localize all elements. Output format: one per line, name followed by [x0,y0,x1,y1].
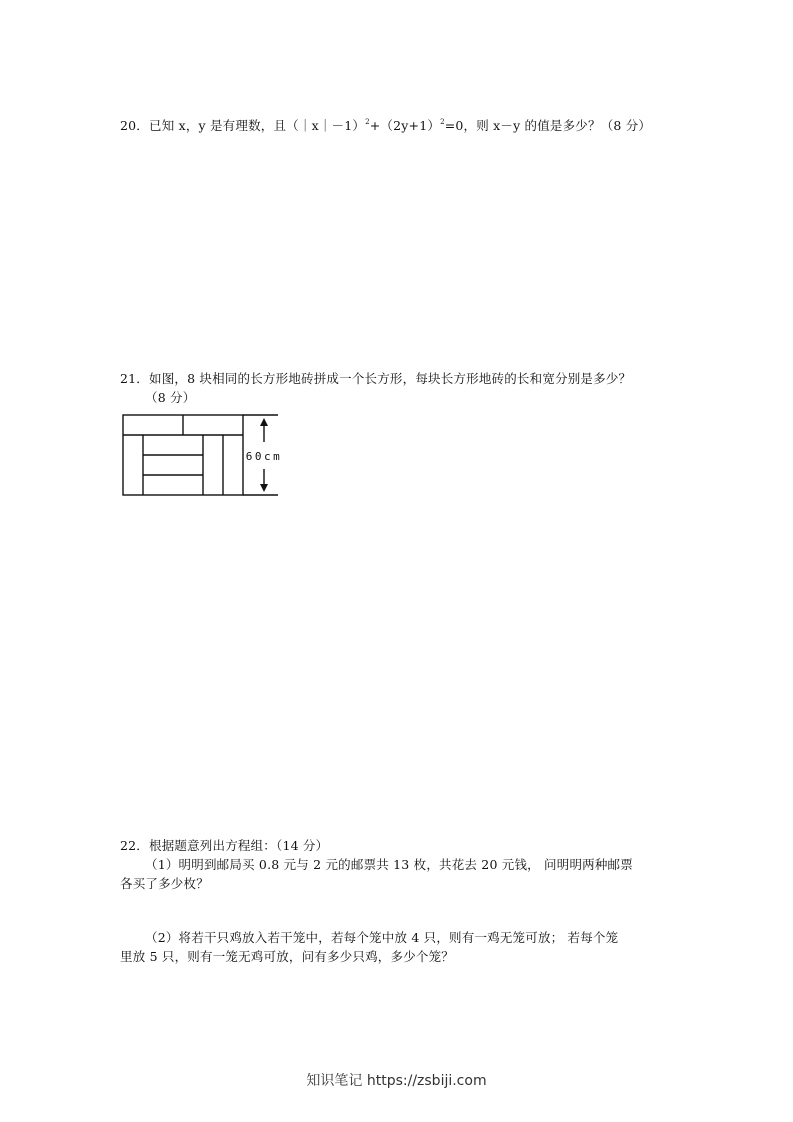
question-21-line-2: （8 分） [145,390,196,405]
footer-watermark: 知识笔记 https://zsbiji.com [306,1073,487,1089]
q20-prefix: 20．已知 x，y 是有理数，且（｜x｜－1） [120,118,366,133]
question-21-line-1: 21．如图，8 块相同的长方形地砖拼成一个长方形，每块长方形地砖的长和宽分别是多少？ [120,371,632,386]
tile-figure [118,408,288,500]
q20-suffix: =0，则 x－y 的值是多少？（8 分） [444,118,652,133]
q20-exponent-1: 2 [365,118,370,126]
question-22-part-1-line-1: （1）明明到邮局买 0.8 元与 2 元的邮票共 13 枚，共花去 20 元钱， 问明明两种邮票 [145,857,633,872]
dimension-label: 60cm [245,450,283,463]
question-22-part-2-line-2: 里放 5 只，则有一笼无鸡可放，问有多少只鸡，多少个笼？ [120,949,455,964]
question-22-part-1-line-2: 各买了多少枚？ [120,876,209,891]
question-22-part-2-line-1: （2）将若干只鸡放入若干笼中，若每个笼中放 4 只，则有一鸡无笼可放； 若每个笼 [145,930,619,945]
arrow-up-icon [260,418,268,426]
q20-middle: +（2y+1） [369,118,441,133]
arrow-down-icon [260,484,268,492]
q20-exponent-2: 2 [440,118,445,126]
question-20 [120,116,651,134]
question-22-heading: 22．根据题意列出方程组：（14 分） [120,838,329,853]
